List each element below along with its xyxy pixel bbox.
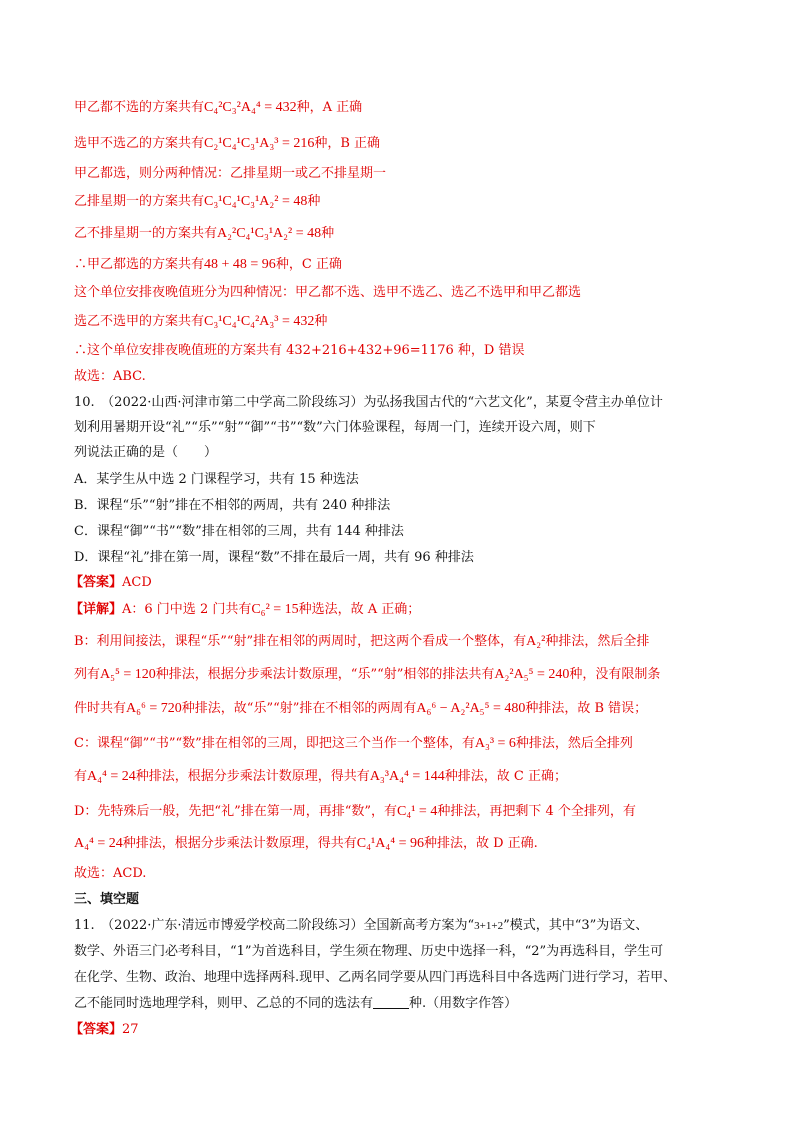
text-segment: 选甲不选乙的方案共有 xyxy=(74,136,205,151)
text-segment: 乙不排星期一的方案共有 xyxy=(74,226,218,241)
text-segment: 种排法，根据分步乘法计数原理，得共有 xyxy=(122,836,357,851)
question-10-stem-line-3: 列说法正确的是（ ） xyxy=(74,445,218,460)
detail-line-8 xyxy=(74,836,538,852)
text-segment: 种，没有限制条 xyxy=(569,667,661,682)
text-segment: 种排法，故 B 错误； xyxy=(525,701,648,716)
solution-line-3: 甲乙都选，则分两种情况：乙排星期一或乙不排星期一 xyxy=(74,166,387,181)
math-expression: A₅⁵ = 120 xyxy=(100,667,156,682)
text-segment: A：6 门中选 2 门共有 xyxy=(122,602,252,617)
detail-line-6 xyxy=(74,769,567,785)
math-expression: 3+1+2 xyxy=(474,920,504,932)
text-segment: 种，B 正确 xyxy=(314,136,381,151)
question-10-stem-line-2: 划利用暑期开设“礼”“乐”“射”“御”“书”“数”六门体验课程，每周一门，连续开设六周，则下 xyxy=(74,420,596,435)
text-segment: 种 xyxy=(314,314,328,329)
math-expression: A₂²A₅⁵ = 240 xyxy=(494,667,570,682)
solution-line-6 xyxy=(74,257,342,273)
math-expression: A₃³A₄⁴ = 144 xyxy=(369,769,445,784)
text-segment: C：课程“御”“书”“数”排在相邻的三周，即把这三个当作一个整体，有 xyxy=(74,736,475,751)
answer-value: ACD xyxy=(122,575,152,590)
answer-tag: 【答案】 xyxy=(70,1022,123,1037)
answer-tag: 【答案】 xyxy=(70,575,123,590)
solution-line-7: 这个单位安排夜晚值班分为四种情况：甲乙都不选、选甲不选乙、选乙不选甲和甲乙都选 xyxy=(74,285,582,300)
text-segment: 种 xyxy=(321,226,335,241)
solution-line-1 xyxy=(74,100,362,116)
answer-value: 27 xyxy=(122,1022,139,1037)
question-11-stem-line-2: 数学、外语三门必考科目，“1”为首选科目，学生须在物理、历史中选择一科，“2”为再选科目，学生可 xyxy=(74,944,664,959)
math-expression: A₆⁶ − A₂²A₅⁵ = 480 xyxy=(416,701,526,716)
math-expression: A₃³ = 6 xyxy=(474,736,516,751)
math-expression: 48 + 48 = 96 xyxy=(204,257,276,272)
detail-conclusion: 故选：ACD. xyxy=(74,866,147,881)
text-segment: 甲乙都不选的方案共有 xyxy=(74,100,205,115)
math-expression: A₂²C₄¹C₃¹A₂² = 48 xyxy=(217,226,322,241)
option-c: C．课程“御”“书”“数”排在相邻的三周，共有 144 种排法 xyxy=(74,524,404,539)
text-segment: 种，A 正确 xyxy=(296,100,363,115)
text-segment: 种排法，故“乐”“射”排在不相邻的两周有 xyxy=(181,701,417,716)
text-segment: 种排法，根据分步乘法计数原理，得共有 xyxy=(135,769,370,784)
answer-line-q10 xyxy=(70,575,152,591)
math-expression: C₃¹C₄¹C₄²A₃³ = 432 xyxy=(204,314,315,329)
option-d: D．课程“礼”排在第一周，课程“数”不排在最后一周，共有 96 种排法 xyxy=(74,550,474,565)
detail-tag: 【详解】 xyxy=(70,602,123,617)
text-segment: 列有 xyxy=(74,667,101,682)
math-expression: C₂¹C₄¹C₃¹A₃³ = 216 xyxy=(204,136,315,151)
detail-line-4 xyxy=(74,701,647,717)
math-expression: A₄⁴ = 24 xyxy=(74,836,123,851)
text-segment: B：利用间接法，课程“乐”“射”排在相邻的两周时，把这两个看成一个整体，有 xyxy=(74,634,527,649)
text-segment: 乙不能同时选地理学科，则甲、乙总的不同的选法有 xyxy=(74,996,374,1011)
option-a: A．某学生从中选 2 门课程学习，共有 15 种选法 xyxy=(74,472,359,487)
solution-line-2 xyxy=(74,136,380,152)
math-expression: A₆⁶ = 720 xyxy=(126,701,182,716)
solution-line-4 xyxy=(74,194,320,210)
text-segment: 种选法，故 A 正确； xyxy=(298,602,421,617)
section-title: 三、填空题 xyxy=(74,892,140,907)
solution-line-5 xyxy=(74,226,334,242)
answer-blank xyxy=(373,996,409,1009)
math-expression: C₆² = 15 xyxy=(251,602,299,617)
text-segment: 种排法，故 D 正确. xyxy=(423,836,538,851)
question-11-stem-line-1 xyxy=(74,918,648,934)
text-segment: 种排法，然后全排列 xyxy=(515,736,633,751)
solution-line-9: ∴这个单位安排夜晚值班的方案共有 432+216+432+96=1176 种，D 错误 xyxy=(74,343,525,358)
answer-line-q11 xyxy=(70,1022,139,1038)
text-segment: 种排法，故 C 正确； xyxy=(444,769,567,784)
math-expression: A₂² xyxy=(526,634,546,649)
math-expression: A₄⁴ = 24 xyxy=(87,769,136,784)
text-segment: 种排法，然后全排 xyxy=(545,634,650,649)
detail-line-3 xyxy=(74,667,660,683)
text-segment: 种排法，再把剩下 4 个全排列，有 xyxy=(437,804,636,819)
text-segment: 有 xyxy=(74,769,88,784)
detail-line-5 xyxy=(74,736,633,752)
math-expression: C₃¹C₄¹C₃¹A₂² = 48 xyxy=(204,194,308,209)
solution-line-8 xyxy=(74,314,327,330)
option-b: B．课程“乐”“射”排在不相邻的两周，共有 240 种排法 xyxy=(74,498,391,513)
text-segment: 种 xyxy=(307,194,321,209)
question-10-stem-line-1: 10. （2022·山西·河津市第二中学高二阶段练习）为弘扬我国古代的“六艺文化”，某夏令营主办单位计 xyxy=(74,395,663,410)
text-segment: 种.（用数字作答） xyxy=(409,996,518,1011)
text-segment: 11. （2022·广东·清远市博爱学校高二阶段练习）全国新高考方案为“ xyxy=(74,918,475,933)
text-segment: 选乙不选甲的方案共有 xyxy=(74,314,205,329)
math-expression: C₄¹A₄⁴ = 96 xyxy=(356,836,424,851)
text-segment: 种排法，根据分步乘法计数原理，“乐”“射”相邻的排法共有 xyxy=(155,667,495,682)
solution-line-10: 故选：ABC. xyxy=(74,369,146,384)
detail-line-1 xyxy=(70,602,420,618)
detail-line-2 xyxy=(74,634,649,650)
detail-line-7 xyxy=(74,804,636,820)
question-11-stem-line-4 xyxy=(74,996,517,1012)
math-expression: C₄¹ = 4 xyxy=(397,804,438,819)
text-segment: D：先特殊后一般，先把“礼”排在第一周，再排“数”，有 xyxy=(74,804,398,819)
text-segment: 乙排星期一的方案共有 xyxy=(74,194,205,209)
text-segment: ”模式，其中“3”为语文、 xyxy=(503,918,649,933)
text-segment: 种，C 正确 xyxy=(275,257,342,272)
text-segment: 件时共有 xyxy=(74,701,127,716)
text-segment: ∴甲乙都选的方案共有 xyxy=(74,257,205,272)
question-11-stem-line-3: 在化学、生物、政治、地理中选择两科.现甲、乙两名同学要从四门再选科目中各选两门进行学习，若甲、 xyxy=(74,970,677,985)
math-expression: C₄²C₃²A₄⁴ = 432 xyxy=(204,100,297,115)
